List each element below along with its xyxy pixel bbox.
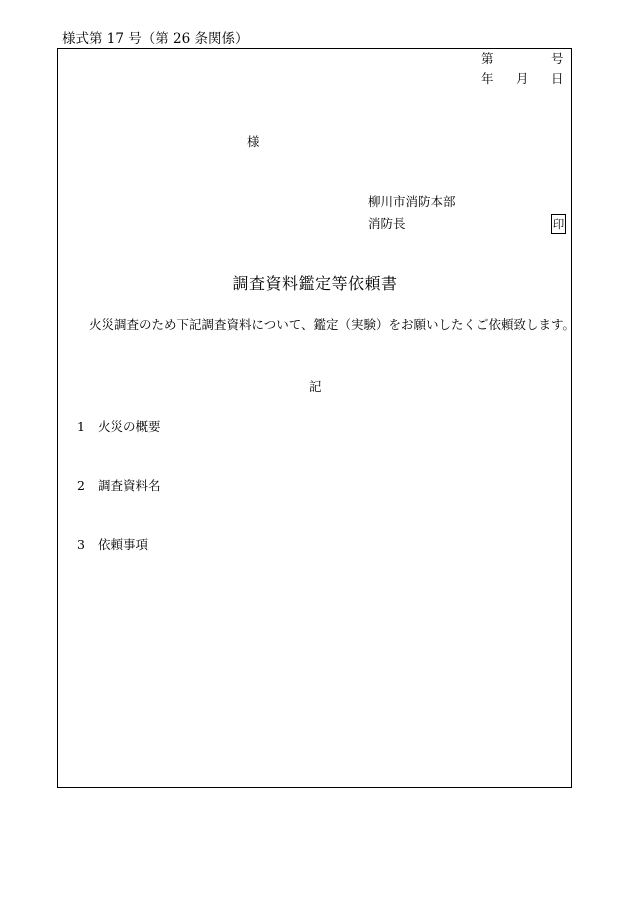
document-body: 火災調査のため下記調査資料について、鑑定（実験）をお願いしたくご依頼致します。 — [89, 317, 576, 332]
seal-mark: 印 — [551, 214, 566, 234]
document-number-prefix: 第 — [481, 51, 494, 66]
date-year: 年 — [481, 71, 494, 86]
addressee-honorific: 様 — [247, 134, 260, 149]
form-number: 様式第 17 号（第 26 条関係） — [62, 31, 249, 47]
item-label: 調査資料名 — [98, 478, 161, 493]
sender-organization: 柳川市消防本部 — [368, 194, 456, 209]
ki-marker: 記 — [309, 379, 322, 394]
date-day: 日 — [551, 71, 564, 86]
item-number: 1 — [77, 419, 85, 434]
document-number-suffix: 号 — [551, 51, 564, 66]
item-label: 依頼事項 — [98, 537, 149, 552]
sender-title: 消防長 — [368, 216, 406, 231]
document-frame — [57, 48, 572, 788]
item-number: 3 — [77, 537, 85, 552]
item-number: 2 — [77, 478, 85, 493]
item-label: 火災の概要 — [98, 419, 161, 434]
document-title: 調査資料鑑定等依頼書 — [232, 274, 398, 293]
date-month: 月 — [516, 71, 529, 86]
